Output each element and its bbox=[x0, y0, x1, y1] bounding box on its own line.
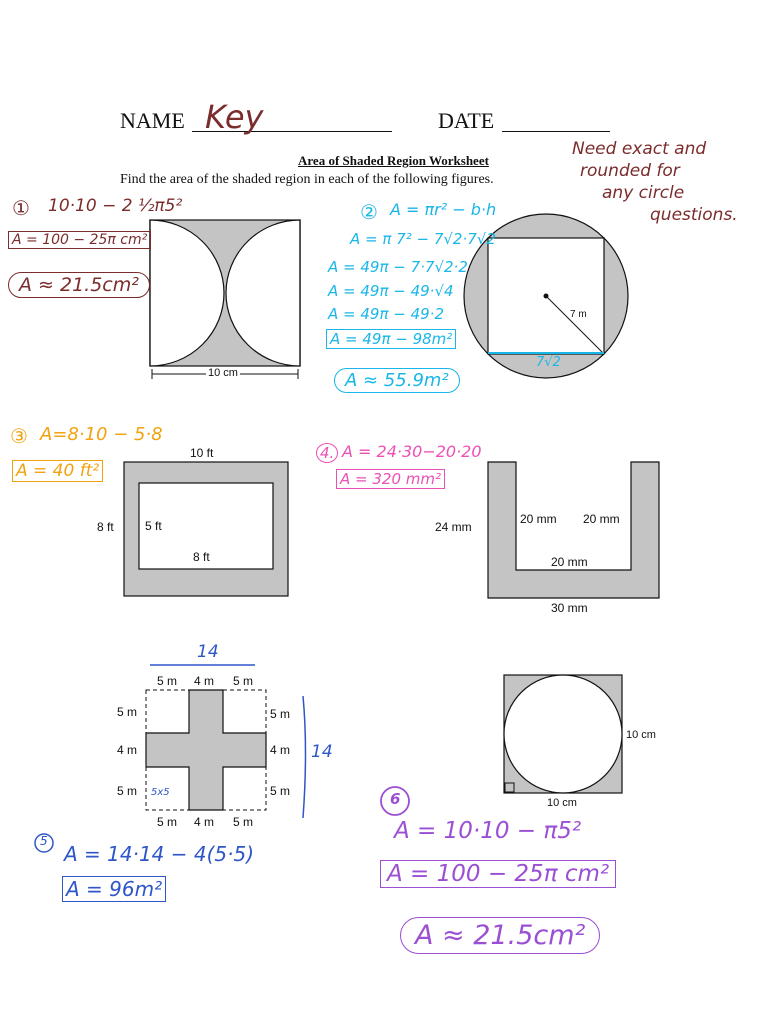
problem2-side-label: 7√2 bbox=[536, 355, 561, 370]
problem5-right-label: 4 m bbox=[270, 743, 291, 757]
problem4-work: A = 24·30−20·20 bbox=[342, 442, 482, 461]
problem3-inner-left-label: 5 ft bbox=[145, 519, 162, 533]
instructions: Find the area of the shaded region in each of the following figures. bbox=[120, 172, 494, 187]
problem4-inner-bottom-label: 20 mm bbox=[551, 555, 588, 569]
problem5-top-label: 4 m bbox=[194, 674, 215, 688]
problem6-number: 6 bbox=[390, 790, 401, 808]
problem4-inner-left-label: 20 mm bbox=[520, 512, 557, 526]
problem5-bottom-label: 5 m bbox=[233, 815, 254, 829]
problem5-left-label: 5 m bbox=[117, 784, 138, 798]
problem6-rounded-answer: A ≈ 21.5cm² bbox=[400, 917, 600, 954]
problem5-right-label: 5 m bbox=[270, 707, 291, 721]
problem3-work: A=8·10 − 5·8 bbox=[40, 424, 163, 445]
problem4-height-label: 24 mm bbox=[435, 520, 472, 534]
problem5-right-total: 14 bbox=[311, 742, 333, 762]
figure-6 bbox=[504, 675, 622, 793]
problem5-number: 5 bbox=[40, 834, 48, 848]
problem4-bottom-label: 30 mm bbox=[551, 601, 588, 615]
problem3-inner-bottom-label: 8 ft bbox=[193, 550, 210, 564]
name-value: Key bbox=[205, 98, 264, 136]
problem5-left-label: 5 m bbox=[117, 705, 138, 719]
problem2-step: A = πr² − b·h bbox=[390, 200, 497, 219]
problem3-number: ③ bbox=[10, 424, 28, 448]
problem6-bottom-label: 10 cm bbox=[547, 797, 577, 809]
problem5-top-total: 14 bbox=[197, 642, 219, 662]
problem3-top-label: 10 ft bbox=[190, 446, 214, 460]
problem2-step: A = 49π − 49·2 bbox=[328, 305, 444, 323]
problem1-work: 10·10 − 2 ½π5² bbox=[48, 196, 183, 216]
problem1-dim-label: 10 cm bbox=[208, 367, 238, 379]
problem4-inner-right-label: 20 mm bbox=[583, 512, 620, 526]
worksheet-title: Area of Shaded Region Worksheet bbox=[298, 153, 489, 168]
problem4-answer: A = 320 mm² bbox=[336, 469, 445, 489]
problem2-exact-answer: A = 49π − 98m² bbox=[326, 329, 456, 349]
problem4-number: 4. bbox=[316, 443, 338, 463]
date-label: DATE bbox=[438, 108, 495, 133]
problem5-top-label: 5 m bbox=[157, 674, 178, 688]
problem5-corner-note: 5x5 bbox=[151, 787, 170, 798]
problem5-bottom-label: 5 m bbox=[157, 815, 178, 829]
problem5-work: A = 14·14 − 4(5·5) bbox=[64, 842, 255, 866]
note-line: rounded for bbox=[580, 161, 680, 181]
problem5-left-label: 4 m bbox=[117, 743, 138, 757]
problem1-exact-answer: A = 100 − 25π cm² bbox=[8, 231, 151, 249]
problem2-radius-label: 7 m bbox=[570, 309, 587, 320]
problem3-answer: A = 40 ft² bbox=[12, 460, 103, 482]
problem1-number: ① bbox=[12, 196, 30, 220]
figure-4 bbox=[488, 462, 659, 598]
problem2-step: A = π 7² − 7√2·7√2 bbox=[350, 230, 496, 248]
problem2-step: A = 49π − 7·7√2·2 bbox=[328, 258, 468, 276]
note-line: Need exact and bbox=[572, 139, 707, 159]
problem5-top-label: 5 m bbox=[233, 674, 254, 688]
problem1-rounded-answer: A ≈ 21.5cm² bbox=[8, 272, 150, 298]
note-line: questions. bbox=[650, 205, 738, 225]
problem6-right-label: 10 cm bbox=[626, 729, 656, 741]
problem6-exact-answer: A = 100 − 25π cm² bbox=[380, 860, 616, 888]
problem6-work: A = 10·10 − π5² bbox=[394, 818, 582, 844]
problem2-number: ② bbox=[360, 200, 378, 224]
problem5-bottom-label: 4 m bbox=[194, 815, 215, 829]
note-line: any circle bbox=[602, 183, 685, 203]
problem2-step: A = 49π − 49·√4 bbox=[328, 282, 454, 300]
name-label: NAME bbox=[120, 108, 185, 133]
problem5-answer: A = 96m² bbox=[62, 876, 166, 902]
figure-1 bbox=[150, 220, 300, 379]
problem5-right-label: 5 m bbox=[270, 784, 291, 798]
problem2-rounded-answer: A ≈ 55.9m² bbox=[334, 368, 460, 393]
problem3-left-label: 8 ft bbox=[97, 520, 114, 534]
